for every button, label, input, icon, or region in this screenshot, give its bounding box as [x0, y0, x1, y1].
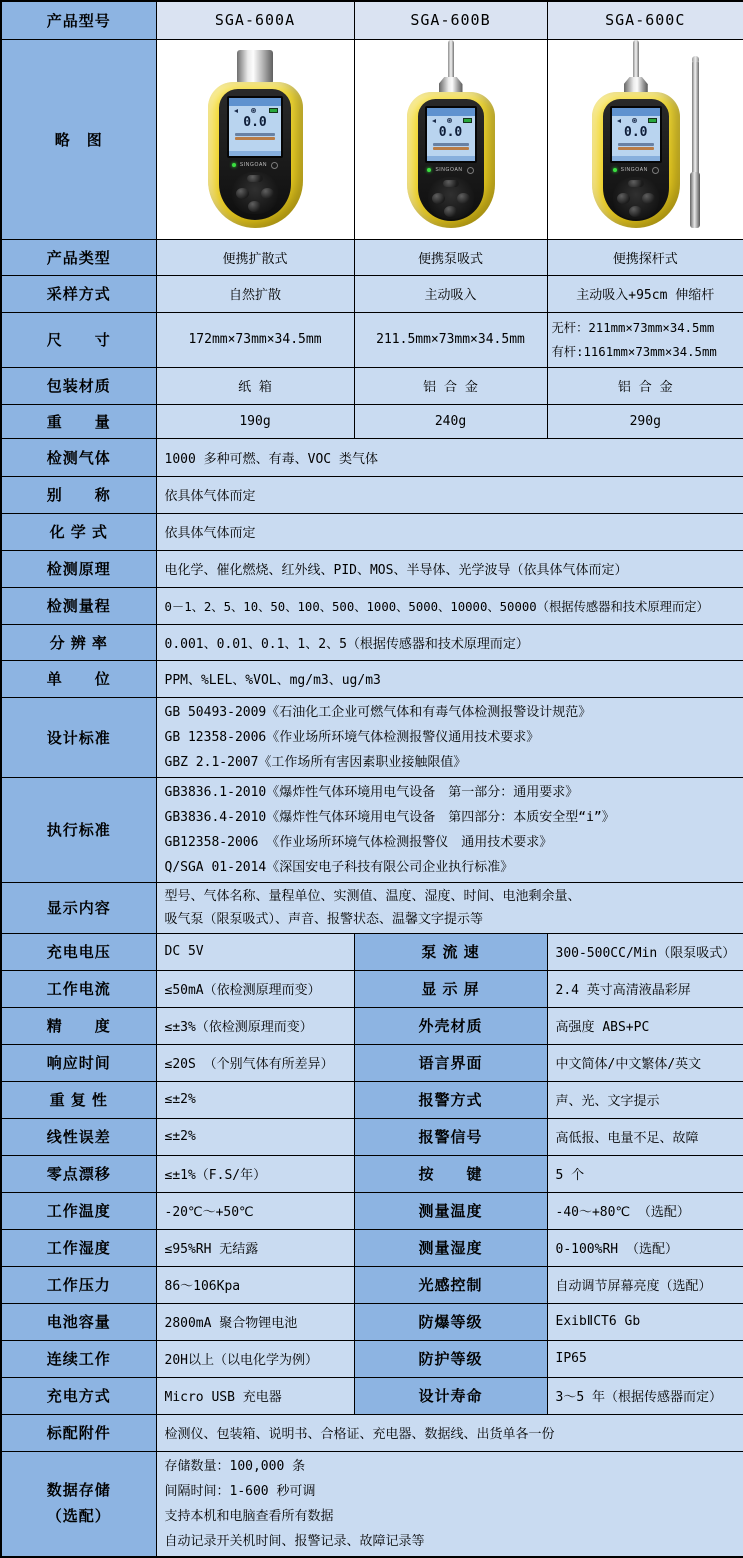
table-row: [1, 882, 743, 933]
brand-logo: SINGOAN: [620, 167, 648, 173]
spec-value: 依具体气体而定: [156, 513, 743, 550]
size-with-rod: 有杆:1161mm×73mm×34.5mm: [551, 344, 717, 359]
table-row: [1, 660, 743, 697]
row-label: 零点漂移: [1, 1155, 156, 1192]
spec-value: 3～5 年（根据传感器而定）: [547, 1377, 743, 1414]
row-label: 执行标准: [1, 777, 156, 882]
spec-value: 2800mA 聚合物锂电池: [156, 1303, 354, 1340]
gas-detector-probe-image: [592, 40, 680, 228]
row-label: 显 示 屏: [354, 970, 547, 1007]
row-label: 语言界面: [354, 1044, 547, 1081]
spec-value: 高强度 ABS+PC: [547, 1007, 743, 1044]
row-label: 包装材质: [1, 367, 156, 404]
row-label-line: （选配）: [46, 1507, 111, 1525]
brand-logo: SINGOAN: [435, 167, 463, 173]
spec-value: 自动调节屏幕亮度（选配）: [547, 1266, 743, 1303]
standard-line: GBZ 2.1-2007《工作场所有害因素职业接触限值》: [164, 754, 467, 770]
power-icon: [652, 167, 659, 174]
sketch-label: 略 图: [1, 39, 156, 239]
spec-value: 铝 合 金: [354, 367, 547, 404]
spec-value: -40～+80℃ （选配）: [547, 1192, 743, 1229]
row-label: 防护等级: [354, 1340, 547, 1377]
enter-button-image: [248, 201, 261, 212]
left-button-image: [617, 193, 630, 204]
spec-value: 纸 箱: [156, 367, 354, 404]
menu-button-image: [247, 175, 263, 182]
row-label: 报警信号: [354, 1118, 547, 1155]
standard-line: Q/SGA 01-2014《深国安电子科技有限公司企业执行标准》: [164, 859, 514, 875]
spec-value: PPM、%LEL、%VOL、mg/m3、ug/m3: [156, 660, 743, 697]
row-label: 响应时间: [1, 1044, 156, 1081]
table-row: [1, 1044, 743, 1081]
spec-value: 5 个: [547, 1155, 743, 1192]
led-indicator: [613, 168, 617, 172]
speaker-icon: [430, 119, 436, 123]
screen-text-line: [618, 143, 654, 146]
header-row: [1, 1, 743, 39]
keypad: [613, 177, 659, 219]
spec-value: 自然扩散: [156, 275, 354, 312]
right-button-image: [261, 188, 274, 199]
row-label: 检测原理: [1, 550, 156, 587]
pump-probe: [633, 40, 639, 78]
table-row: [1, 1192, 743, 1229]
row-label: 工作电流: [1, 970, 156, 1007]
standard-line: GB 50493-2009《石油化工企业可燃气体和有毒气体检测报警设计规范》: [164, 704, 592, 720]
row-label: 报警方式: [354, 1081, 547, 1118]
header-label: 产品型号: [1, 1, 156, 39]
row-label: 化 学 式: [1, 513, 156, 550]
table-row: [1, 1007, 743, 1044]
device-body: [407, 92, 495, 228]
spec-value: 主动吸入+95cm 伸缩杆: [547, 275, 743, 312]
fan-icon: [632, 118, 637, 123]
display-line: 吸气泵（限泵吸式）、声音、报警状态、温馨文字提示等: [164, 911, 484, 927]
led-indicator: [427, 168, 431, 172]
table-row: [1, 476, 743, 513]
row-label: 充电电压: [1, 933, 156, 970]
spec-value: ≤±2%: [156, 1118, 354, 1155]
spec-value: 0.001、0.01、0.1、1、2、5（根据传感器和技术原理而定）: [156, 624, 743, 660]
table-row: [1, 587, 743, 624]
screen-title-bar: [427, 108, 475, 116]
row-label: 测量湿度: [354, 1229, 547, 1266]
screen-text-line: [235, 137, 275, 140]
storage-line: 间隔时间：1-600 秒可调: [164, 1483, 316, 1499]
table-row: [1, 404, 743, 438]
row-label: 显示内容: [1, 882, 156, 933]
spec-value: 依具体气体而定: [156, 476, 743, 513]
model-name-b: SGA-600B: [354, 1, 547, 39]
row-label: 别 称: [1, 476, 156, 513]
row-label: 尺 寸: [1, 312, 156, 367]
row-label: 工作温度: [1, 1192, 156, 1229]
row-label: 采样方式: [1, 275, 156, 312]
right-button-image: [642, 193, 655, 204]
brand-logo: SINGOAN: [239, 162, 268, 168]
right-button-image: [457, 193, 470, 204]
table-row: [1, 1340, 743, 1377]
spec-value: 1000 多种可燃、有毒、VOC 类气体: [156, 438, 743, 476]
screen-reading: 0.0: [243, 115, 267, 130]
screen-text-line: [235, 133, 275, 136]
table-row: [1, 1118, 743, 1155]
spec-value: Micro USB 充电器: [156, 1377, 354, 1414]
table-row: [1, 1229, 743, 1266]
spec-value: [156, 777, 743, 882]
row-label: 设计寿命: [354, 1377, 547, 1414]
enter-button-image: [629, 206, 642, 217]
row-label: 测量温度: [354, 1192, 547, 1229]
screen-title-bar: [229, 98, 281, 106]
table-row: [1, 970, 743, 1007]
battery-icon: [463, 118, 472, 123]
table-row: [1, 624, 743, 660]
screen-text-line: [433, 147, 469, 150]
row-label: 防爆等级: [354, 1303, 547, 1340]
row-label: 检测气体: [1, 438, 156, 476]
row-label-line: 数据存储: [46, 1481, 111, 1499]
spec-value: 211.5mm×73mm×34.5mm: [354, 312, 547, 367]
product-image-cell-b: [354, 39, 547, 239]
row-label: 设计标准: [1, 697, 156, 777]
row-label: 连续工作: [1, 1340, 156, 1377]
table-row: [1, 1451, 743, 1557]
standard-line: GB12358-2006 《作业场所环境气体检测报警仪 通用技术要求》: [164, 834, 553, 850]
spec-value: [156, 882, 743, 933]
screen-reading: 0.0: [624, 125, 648, 140]
lcd-screen: [227, 96, 283, 158]
table-row: [1, 1155, 743, 1192]
screen-footer-bar: [612, 156, 660, 161]
row-label: 工作湿度: [1, 1229, 156, 1266]
device-body: [208, 82, 303, 228]
table-row: [1, 1081, 743, 1118]
display-line: 型号、气体名称、量程单位、实测值、温度、湿度、时间、电池剩余量、: [164, 888, 581, 904]
spec-value: ≤20S （个别气体有所差异）: [156, 1044, 354, 1081]
screen-text-line: [618, 147, 654, 150]
row-label: 光感控制: [354, 1266, 547, 1303]
row-label: 电池容量: [1, 1303, 156, 1340]
spec-value: 86～106Kpa: [156, 1266, 354, 1303]
row-label: 检测量程: [1, 587, 156, 624]
spec-value: 300-500CC/Min（限泵吸式）: [547, 933, 743, 970]
spec-value: 0-100%RH （选配）: [547, 1229, 743, 1266]
telescopic-rod-image: [692, 60, 699, 228]
row-label: 标配附件: [1, 1414, 156, 1451]
storage-line: 支持本机和电脑查看所有数据: [164, 1508, 334, 1524]
spec-value: 高低报、电量不足、故障: [547, 1118, 743, 1155]
spec-value: 20H以上（以电化学为例）: [156, 1340, 354, 1377]
fan-icon: [447, 118, 452, 123]
table-row: [1, 367, 743, 404]
row-label: [1, 1451, 156, 1557]
row-label: 按 键: [354, 1155, 547, 1192]
table-row: [1, 933, 743, 970]
spec-value: [156, 697, 743, 777]
device-body: [592, 92, 680, 228]
enter-button-image: [444, 206, 457, 217]
standard-line: GB3836.4-2010《爆炸性气体环境用电气设备 第四部分：本质安全型“i”》: [164, 809, 615, 825]
keypad: [232, 172, 278, 214]
spec-value: 主动吸入: [354, 275, 547, 312]
spec-value: 290g: [547, 404, 743, 438]
spec-value: 铝 合 金: [547, 367, 743, 404]
keypad: [428, 177, 474, 219]
spec-value: 声、光、文字提示: [547, 1081, 743, 1118]
sensor-cap: [237, 50, 273, 84]
left-button-image: [432, 193, 445, 204]
menu-button-image: [443, 180, 459, 187]
spec-value: 电化学、催化燃烧、红外线、PID、MOS、半导体、光学波导（依具体气体而定）: [156, 550, 743, 587]
table-row: [1, 1414, 743, 1451]
spec-value: 172mm×73mm×34.5mm: [156, 312, 354, 367]
pump-probe: [448, 40, 454, 78]
lcd-screen: [425, 106, 477, 163]
table-row: [1, 239, 743, 275]
spec-value: ≤95%RH 无结露: [156, 1229, 354, 1266]
screen-reading: 0.0: [438, 125, 463, 140]
gas-detector-diffusion-image: [208, 50, 303, 228]
table-row: [1, 1303, 743, 1340]
row-label: 重 复 性: [1, 1081, 156, 1118]
table-row: [1, 697, 743, 777]
screen-text-line: [433, 143, 469, 146]
spec-value: ≤50mA（依检测原理而变）: [156, 970, 354, 1007]
spec-value: IP65: [547, 1340, 743, 1377]
speaker-icon: [232, 109, 238, 113]
spec-value: 检测仪、包装箱、说明书、合格证、充电器、数据线、出货单各一份: [156, 1414, 743, 1451]
table-row: [1, 550, 743, 587]
spec-value: 中文简体/中文繁体/英文: [547, 1044, 743, 1081]
menu-button-image: [628, 180, 644, 187]
row-label: 产品类型: [1, 239, 156, 275]
standard-line: GB 12358-2006《作业场所环境气体检测报警仪通用技术要求》: [164, 729, 540, 745]
row-label: 分 辨 率: [1, 624, 156, 660]
table-row: [1, 1377, 743, 1414]
row-label: 泵 流 速: [354, 933, 547, 970]
spec-value: -20℃～+50℃: [156, 1192, 354, 1229]
storage-line: 自动记录开关机时间、报警记录、故障记录等: [164, 1533, 425, 1549]
row-label: 精 度: [1, 1007, 156, 1044]
screen-title-bar: [612, 108, 660, 116]
left-button-image: [236, 188, 249, 199]
row-label: 线性误差: [1, 1118, 156, 1155]
sketch-row: [1, 39, 743, 239]
table-row: [1, 1266, 743, 1303]
spec-value: 0－1、2、5、10、50、100、500、1000、5000、10000、50000（根据传感器和技术原理而定）: [156, 587, 743, 624]
power-icon: [467, 167, 474, 174]
screen-footer-bar: [229, 151, 281, 156]
speaker-icon: [615, 119, 621, 123]
fan-icon: [251, 108, 256, 113]
lcd-screen: [610, 106, 662, 163]
spec-value: 190g: [156, 404, 354, 438]
table-row: [1, 312, 743, 367]
spec-value: 便携探杆式: [547, 239, 743, 275]
size-no-rod: 无杆：211mm×73mm×34.5mm: [551, 320, 715, 335]
spec-value: DC 5V: [156, 933, 354, 970]
spec-value: [156, 1451, 743, 1557]
spec-value: 2.4 英寸高清液晶彩屏: [547, 970, 743, 1007]
storage-line: 存储数量：100,000 条: [164, 1458, 306, 1474]
battery-icon: [269, 108, 278, 113]
model-name-a: SGA-600A: [156, 1, 354, 39]
standard-line: GB3836.1-2010《爆炸性气体环境用电气设备 第一部分：通用要求》: [164, 784, 579, 800]
spec-value: 便携泵吸式: [354, 239, 547, 275]
spec-value: 240g: [354, 404, 547, 438]
screen-footer-bar: [427, 156, 475, 161]
spec-value: [547, 312, 743, 367]
battery-icon: [648, 118, 657, 123]
row-label: 外壳材质: [354, 1007, 547, 1044]
product-image-cell-a: [156, 39, 354, 239]
row-label: 单 位: [1, 660, 156, 697]
table-row: [1, 513, 743, 550]
led-indicator: [232, 163, 236, 167]
power-icon: [271, 162, 278, 169]
table-row: [1, 777, 743, 882]
row-label: 工作压力: [1, 1266, 156, 1303]
row-label: 重 量: [1, 404, 156, 438]
spec-value: ≤±2%: [156, 1081, 354, 1118]
table-row: [1, 438, 743, 476]
spec-value: ≤±1%（F.S/年）: [156, 1155, 354, 1192]
gas-detector-pump-image: [407, 40, 495, 228]
product-image-cell-c: [547, 39, 743, 239]
model-name-c: SGA-600C: [547, 1, 743, 39]
spec-value: 便携扩散式: [156, 239, 354, 275]
table-row: [1, 275, 743, 312]
spec-value: ≤±3%（依检测原理而变）: [156, 1007, 354, 1044]
row-label: 充电方式: [1, 1377, 156, 1414]
spec-value: ExibⅡCT6 Gb: [547, 1303, 743, 1340]
